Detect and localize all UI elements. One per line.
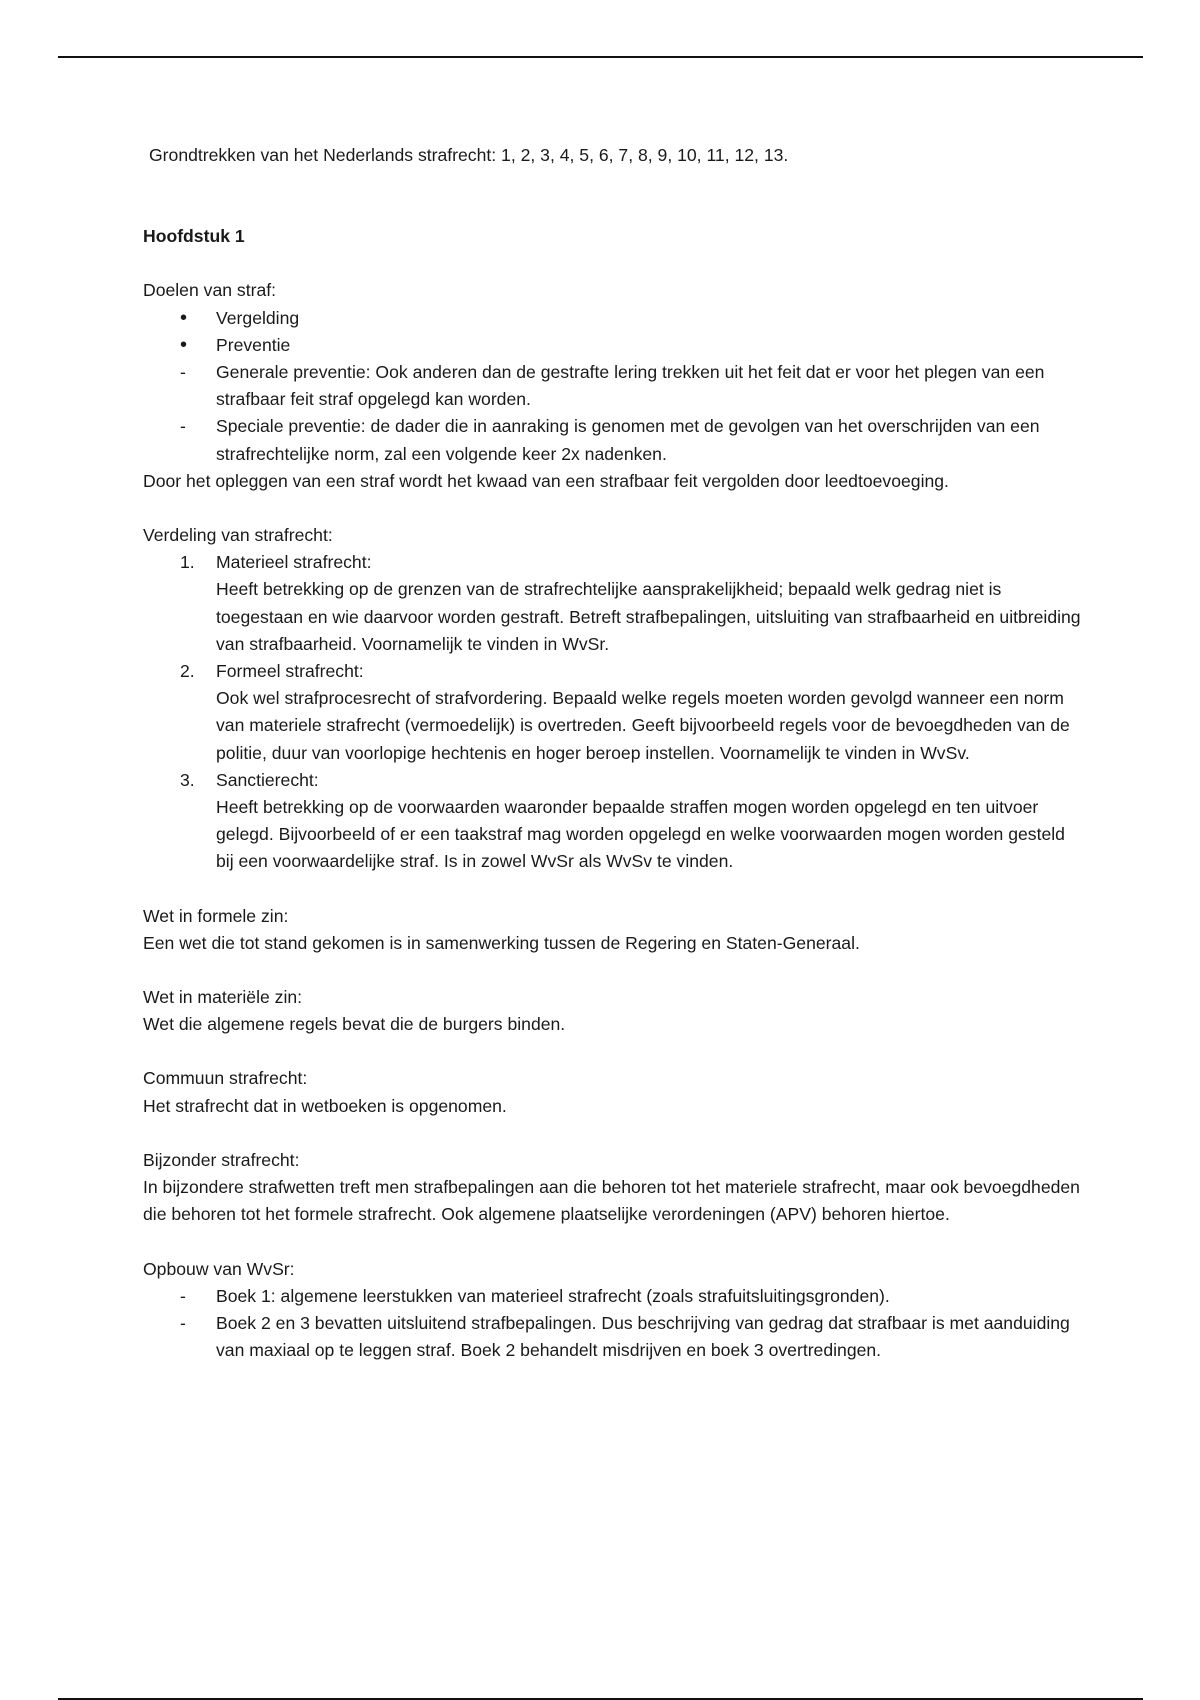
list-item: [143, 359, 1083, 413]
section-text: Een wet die tot stand gekomen is in samenwerking tussen de Regering en Staten-Generaal.: [143, 932, 860, 953]
dash-marker: [180, 1283, 210, 1310]
section-text: Het strafrecht dat in wetboeken is opgenomen.: [143, 1095, 507, 1116]
list-item: [143, 305, 1083, 332]
section-text: Wet die algemene regels bevat die de burgers binden.: [143, 1014, 566, 1035]
number-marker: 2.: [180, 661, 195, 682]
verdeling-label: Verdeling van strafrecht:: [143, 525, 333, 546]
verdeling-list: [143, 549, 1083, 875]
list-item: [143, 767, 1083, 876]
list-item-text: Preventie: [216, 334, 291, 355]
list-item-text: Generale preventie: Ook anderen dan de gestrafte lering trekken uit het feit dat er voor het plegen van een strafbaar feit straf opgelegd kan worden.: [216, 362, 1045, 410]
list-item: [143, 1310, 1083, 1364]
list-item: [143, 332, 1083, 359]
list-item-text: Heeft betrekking op de voorwaarden waaronder bepaalde straffen mogen worden opgelegd en ten uitvoer gelegd. Bijvoorbeeld of er een taakstraf mag worden opgelegd en welke voorwaarden mogen worden gesteld bij een voorwaardelijke straf. Is in zowel WvSr als WvSv te vinden.: [216, 797, 1065, 872]
document-body: [143, 142, 1083, 1364]
section-text: In bijzondere strafwetten treft men strafbepalingen aan die behoren tot het materiele strafrecht, maar ook bevoegdheden die behoren tot het formele strafrecht. Ook algemene plaatselijke verordeningen (APV) behoren hiertoe.: [143, 1177, 1080, 1225]
number-marker: 3.: [180, 769, 195, 790]
list-item-text: Vergelding: [216, 307, 300, 328]
dash-marker: [180, 413, 210, 440]
dash-marker: [180, 1310, 210, 1337]
list-item-text: Ook wel strafprocesrecht of strafvordering. Bepaald welke regels moeten worden gevolgd wanneer een norm van materiele strafrecht (vermoedelijk) is overtreden. Geeft bijvoorbeeld regels voor de bevoegdheden van de politie, duur van voorlopige hechtenis en hoger beroep instellen. Voornamelijk te vinden in WvSv.: [216, 688, 1070, 763]
list-item: [143, 658, 1083, 767]
list-item-title: Materieel strafrecht:: [216, 552, 372, 573]
list-item-title: Formeel strafrecht:: [216, 661, 364, 682]
chapter-title: Hoofdstuk 1: [143, 226, 245, 247]
number-marker: 1.: [180, 552, 195, 573]
doelen-after: Door het opleggen van een straf wordt het kwaad van een strafbaar feit vergolden door leedtoevoeging.: [143, 470, 949, 491]
doelen-label: Doelen van straf:: [143, 280, 277, 301]
list-item: [143, 549, 1083, 658]
list-item: [143, 413, 1083, 467]
opbouw-list: [143, 1283, 1083, 1365]
section-label: Wet in formele zin:: [143, 905, 289, 926]
list-item-text: Heeft betrekking op de grenzen van de strafrechtelijke aansprakelijkheid; bepaald welk gedrag niet is toegestaan en wie daarvoor worden gestraft. Betreft strafbepalingen, uitsluiting van strafbaarheid en uitbreiding van strafbaarheid. Voornamelijk te vinden in WvSr.: [216, 579, 1081, 654]
section-label: Wet in materiële zin:: [143, 987, 303, 1008]
opbouw-label: Opbouw van WvSr:: [143, 1258, 295, 1279]
list-item-text: Boek 1: algemene leerstukken van materieel strafrecht (zoals strafuitsluitingsgronden).: [216, 1285, 890, 1306]
section-label: Bijzonder strafrecht:: [143, 1149, 300, 1170]
dash-marker: [180, 359, 210, 386]
bullet-marker: [180, 305, 210, 332]
list-item-text: Boek 2 en 3 bevatten uitsluitend strafbepalingen. Dus beschrijving van gedrag dat strafbaar is met aanduiding van maxiaal op te leggen straf. Boek 2 behandelt misdrijven en boek 3 overtredingen.: [216, 1312, 1070, 1361]
section-label: Commuun strafrecht:: [143, 1068, 308, 1089]
intro-line: Grondtrekken van het Nederlands strafrecht: 1, 2, 3, 4, 5, 6, 7, 8, 9, 10, 11, 12, 13.: [149, 145, 789, 165]
doelen-list: [143, 305, 1083, 468]
bullet-marker: [180, 332, 210, 359]
list-item-text: Speciale preventie: de dader die in aanraking is genomen met de gevolgen van het overschrijden van een strafrechtelijke norm, zal een volgende keer 2x nadenken.: [216, 416, 1040, 464]
list-item-title: Sanctierecht:: [216, 769, 319, 790]
header-rule: [58, 56, 1143, 58]
list-item: [143, 1283, 1083, 1310]
